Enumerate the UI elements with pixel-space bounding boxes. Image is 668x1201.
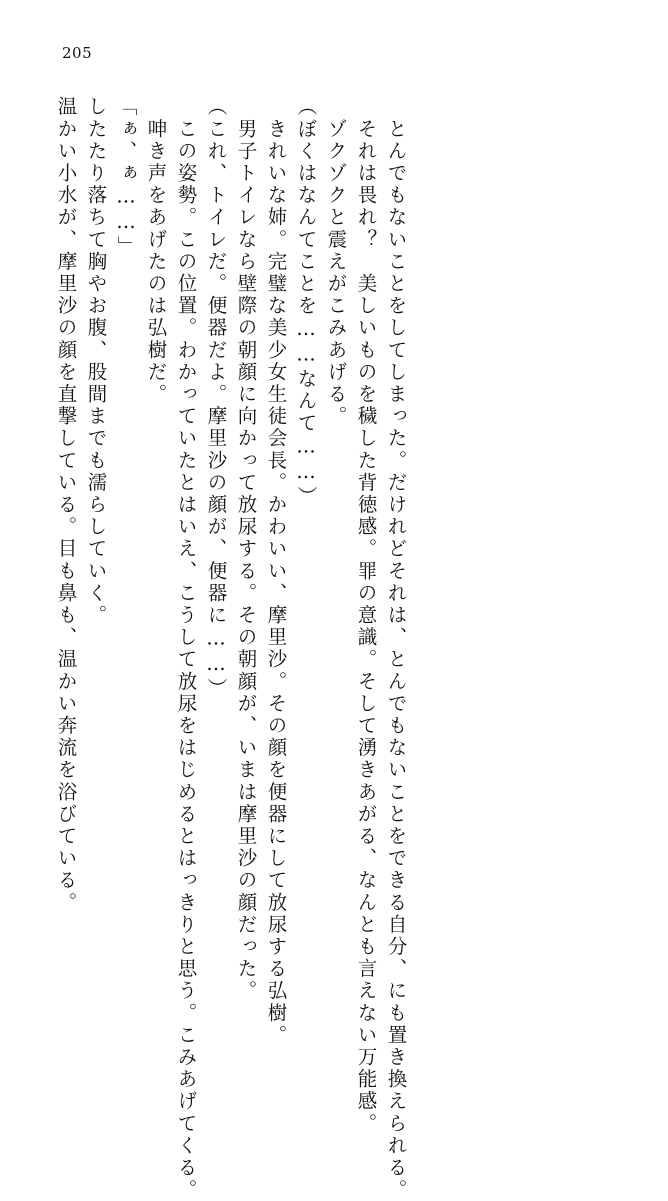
text-column: ゾクゾクと震えがこみあげる。 [324, 96, 348, 428]
page-number: 205 [62, 44, 93, 62]
text-column: 「ぁ、ぁ……」 [114, 96, 138, 258]
text-column: したたり落ちて胸やお腹、股間までも濡らしていく。 [84, 96, 108, 627]
vertical-text-body [54, 96, 612, 1201]
text-column: 温かい小水が、摩里沙の顔を直撃している。目も鼻も、温かい奔流を浴びている。 [54, 96, 78, 914]
text-column: 男子トイレなら壁際の朝顔に向かって放尿する。その朝顔が、いまは摩里沙の顔だった。 [234, 96, 258, 1003]
text-column: この姿勢。この位置。わかっていたとはいえ、こうして放尿をはじめるとはっきりと思う。こみあげてくる。 [174, 96, 198, 1201]
text-column: 呻き声をあげたのは弘樹だ。 [144, 96, 168, 406]
text-column: （ぼくはなんてことを……なんて……） [294, 96, 318, 508]
text-column: それは畏れ？ 美しいものを穢した背徳感。罪の意識。そして湧きあがる、なんとも言えない万能感。 [354, 96, 378, 1135]
text-column: きれいな姉。完璧な美少女生徒会長。かわいい、摩里沙。その顔を便器にして放尿する弘樹。 [264, 96, 288, 1047]
text-column: （これ、トイレだ。便器だよ。摩里沙の顔が、便器に……） [204, 96, 228, 700]
text-column: とんでもないことをしてしまった。だけれどそれは、とんでもないことをできる自分、にも置き換えられる。 [384, 96, 408, 1201]
